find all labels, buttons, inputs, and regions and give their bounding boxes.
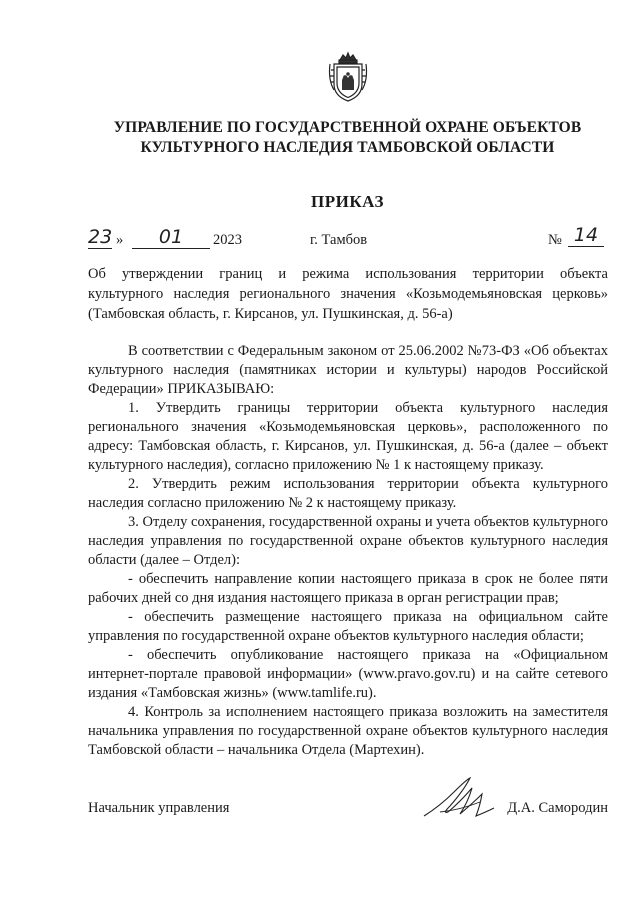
city: г. Тамбов bbox=[310, 232, 368, 248]
order-body bbox=[88, 342, 608, 760]
organization-name bbox=[60, 118, 635, 158]
item-3c-paragraph: - обеспечить опубликование настоящего приказа на «Официальном интернет-портале правовой информации» (www.pravo.gov.ru) и на сайте сетевого издания «Тамбовская жизнь» (www.tamlife.ru). bbox=[88, 647, 608, 701]
signer-name: Д.А. Самородин bbox=[507, 800, 608, 816]
subject-line-1: Об утверждении границ и режима использования территории объекта bbox=[88, 266, 608, 282]
preamble-paragraph: В соответствии с Федеральным законом от 25.06.2002 №73-ФЗ «Об объектах культурного наследия (памятниках истории и культуры) народов Российской Федерации» ПРИКАЗЫВАЮ: bbox=[88, 343, 608, 397]
subject-line-2: культурного наследия регионального значения «Козьмодемьяновская церковь» bbox=[88, 286, 608, 302]
item-3b-paragraph: - обеспечить размещение настоящего приказа на официальном сайте управления по государственной охране объектов культурного наследия области; bbox=[88, 609, 608, 644]
number-label: № bbox=[548, 232, 562, 248]
document-type-title: ПРИКАЗ bbox=[311, 192, 384, 211]
date-day: 23 bbox=[88, 226, 113, 248]
item-3-paragraph: 3. Отделу сохранения, государственной охраны и учета объектов культурного наследия управления по государственной охране объектов культурного наследия области (далее – Отдел): bbox=[88, 514, 608, 568]
order-number: 14 bbox=[568, 224, 604, 247]
item-1-paragraph: 1. Утвердить границы территории объекта культурного наследия регионального значения «Козьмодемьяновская церковь», расположенного по адресу: Тамбовская область, г. Кирсанов, ул. Пушкинская, д. 56-а (далее – объект культурного наследия), согласно приложению № 1 к настоящему приказу. bbox=[88, 400, 608, 473]
date-year: 2023 bbox=[213, 232, 242, 248]
org-line-2: КУЛЬТУРНОГО НАСЛЕДИЯ ТАМБОВСКОЙ ОБЛАСТИ bbox=[140, 139, 555, 156]
org-line-1: УПРАВЛЕНИЕ ПО ГОСУДАРСТВЕННОЙ ОХРАНЕ ОБЪЕКТОВ bbox=[113, 119, 582, 136]
item-2-paragraph: 2. Утвердить режим использования территории объекта культурного наследия согласно приложению № 2 к настоящему приказу. bbox=[88, 476, 608, 511]
handwritten-signature-icon bbox=[420, 772, 500, 822]
coat-of-arms-icon bbox=[326, 50, 370, 104]
signer-position: Начальник управления bbox=[88, 800, 230, 816]
date-month: 01 bbox=[132, 226, 210, 249]
date-quote: » bbox=[116, 232, 124, 248]
item-3a-paragraph: - обеспечить направление копии настоящего приказа в срок не более пяти рабочих дней со дня издания настоящего приказа в орган регистрации прав; bbox=[88, 571, 608, 606]
item-4-paragraph: 4. Контроль за исполнением настоящего приказа возложить на заместителя начальника управления по государственной охране объектов культурного наследия Тамбовской области – начальника Отдела (Мартехин). bbox=[88, 704, 608, 758]
order-subject bbox=[88, 264, 608, 324]
dateline bbox=[88, 224, 608, 256]
subject-line-3: (Тамбовская область, г. Кирсанов, ул. Пушкинская, д. 56-а) bbox=[88, 306, 453, 322]
